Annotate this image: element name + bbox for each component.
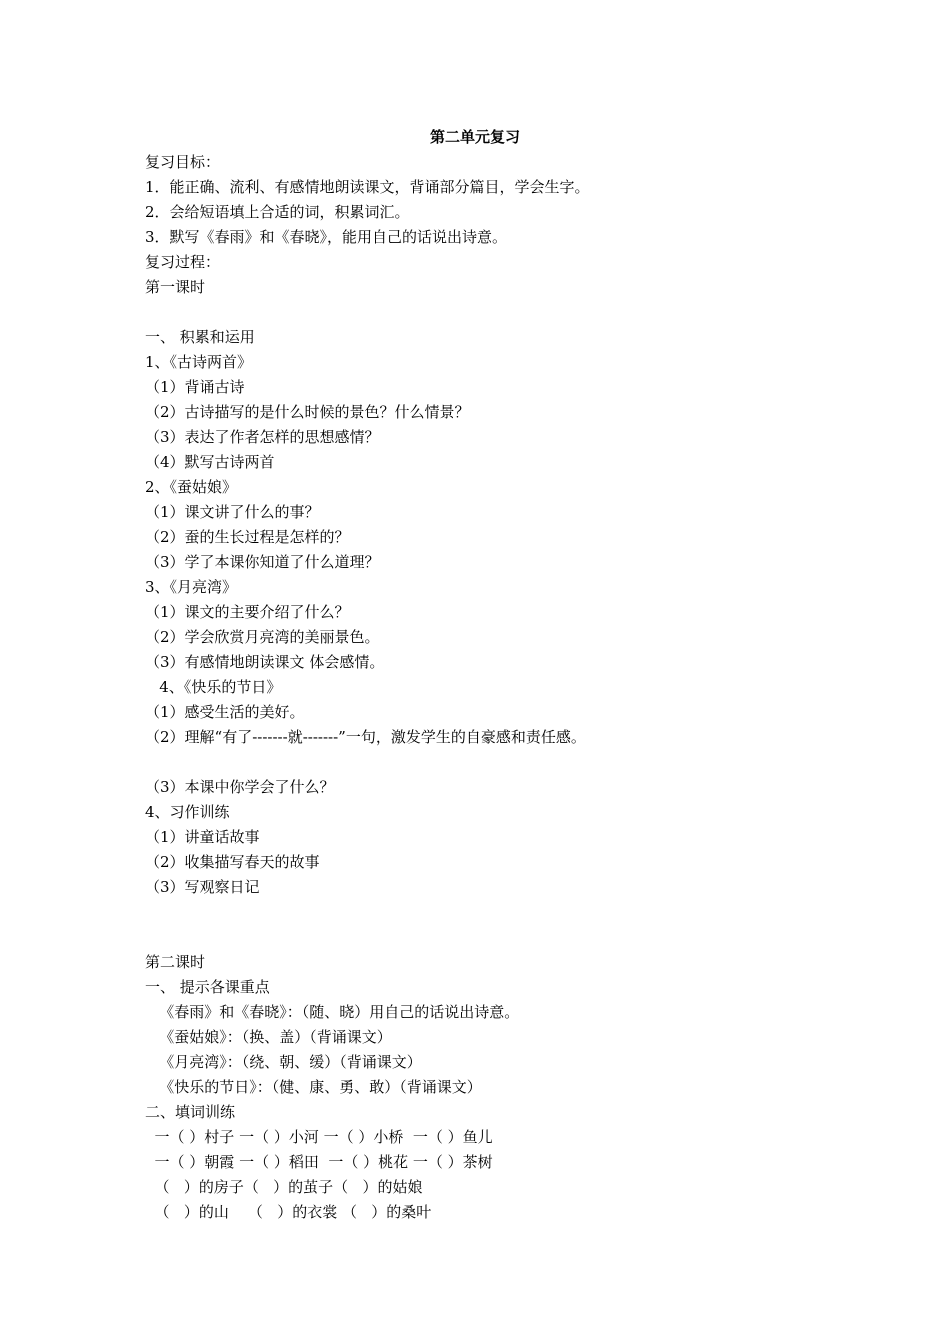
list-item: （3）本课中你学会了什么？ bbox=[145, 778, 335, 796]
lesson-title: 3、《月亮湾》 bbox=[145, 578, 238, 596]
list-item: （1）讲童话故事 bbox=[145, 828, 260, 846]
lesson-heading-second: 第二课时 bbox=[145, 953, 206, 971]
blank-line bbox=[145, 750, 845, 775]
section-heading-process: 复习过程： bbox=[145, 253, 221, 271]
part-heading: 一、 提示各课重点 bbox=[145, 978, 270, 996]
lesson-heading-first: 第一课时 bbox=[145, 278, 206, 296]
goal-item: 3．默写《春雨》和《春晓》，能用自己的话说出诗意。 bbox=[145, 228, 508, 246]
list-item: （3）表达了作者怎样的思想感情？ bbox=[145, 428, 380, 446]
list-item: （2）古诗描写的是什么时候的景色？什么情景？ bbox=[145, 403, 470, 421]
blank-line bbox=[145, 900, 845, 950]
goal-item: 1．能正确、流利、有感情地朗读课文，背诵部分篇目，学会生字。 bbox=[145, 178, 590, 196]
list-item: （4）默写古诗两首 bbox=[145, 453, 275, 471]
lesson-title: 1、《古诗两首》 bbox=[145, 353, 253, 371]
fill-in-row: 一（ ）朝霞 一（ ）稻田 一（ ）桃花 一（ ）茶树 bbox=[145, 1153, 493, 1171]
fill-in-row: （ ）的房子（ ）的茧子（ ）的姑娘 bbox=[145, 1178, 423, 1196]
lesson-title: 2、《蚕姑娘》 bbox=[145, 478, 238, 496]
list-item: （1）课文讲了什么的事？ bbox=[145, 503, 320, 521]
part-heading: 一、 积累和运用 bbox=[145, 328, 255, 346]
fill-in-row: （ ）的山 （ ）的衣裳 （ ）的桑叶 bbox=[145, 1203, 432, 1221]
lesson-title: 4、习作训练 bbox=[145, 803, 230, 821]
list-item: （1）感受生活的美好。 bbox=[145, 703, 305, 721]
list-item: （2）理解“有了-------就-------”一句，激发学生的自豪感和责任感。 bbox=[145, 728, 586, 746]
list-item: （1）课文的主要介绍了什么？ bbox=[145, 603, 350, 621]
list-item: （2）学会欣赏月亮湾的美丽景色。 bbox=[145, 628, 380, 646]
blank-line bbox=[145, 300, 845, 325]
lesson-title: 4、《快乐的节日》 bbox=[145, 678, 282, 696]
key-point-item: 《月亮湾》：（绕、朝、缓）（背诵课文） bbox=[145, 1053, 422, 1071]
key-point-item: 《快乐的节日》：（健、康、勇、敢）（背诵课文） bbox=[145, 1078, 482, 1096]
part-heading: 二、填词训练 bbox=[145, 1103, 236, 1121]
key-point-item: 《蚕姑娘》：（换、盖）（背诵课文） bbox=[145, 1028, 392, 1046]
list-item: （2）蚕的生长过程是怎样的？ bbox=[145, 528, 350, 546]
list-item: （3）学了本课你知道了什么道理？ bbox=[145, 553, 380, 571]
document-body bbox=[145, 150, 845, 1225]
section-heading-goals: 复习目标： bbox=[145, 153, 221, 171]
fill-in-row: 一（ ）村子 一（ ）小河 一（ ）小桥 一（ ）鱼儿 bbox=[145, 1128, 493, 1146]
list-item: （2）收集描写春天的故事 bbox=[145, 853, 320, 871]
page-title: 第二单元复习 bbox=[429, 128, 520, 146]
list-item: （1）背诵古诗 bbox=[145, 378, 245, 396]
goal-item: 2．会给短语填上合适的词，积累词汇。 bbox=[145, 203, 410, 221]
list-item: （3）写观察日记 bbox=[145, 878, 260, 896]
list-item: （3）有感情地朗读课文 体会感情。 bbox=[145, 653, 385, 671]
key-point-item: 《春雨》和《春晓》：（随、晓）用自己的话说出诗意。 bbox=[145, 1003, 520, 1021]
